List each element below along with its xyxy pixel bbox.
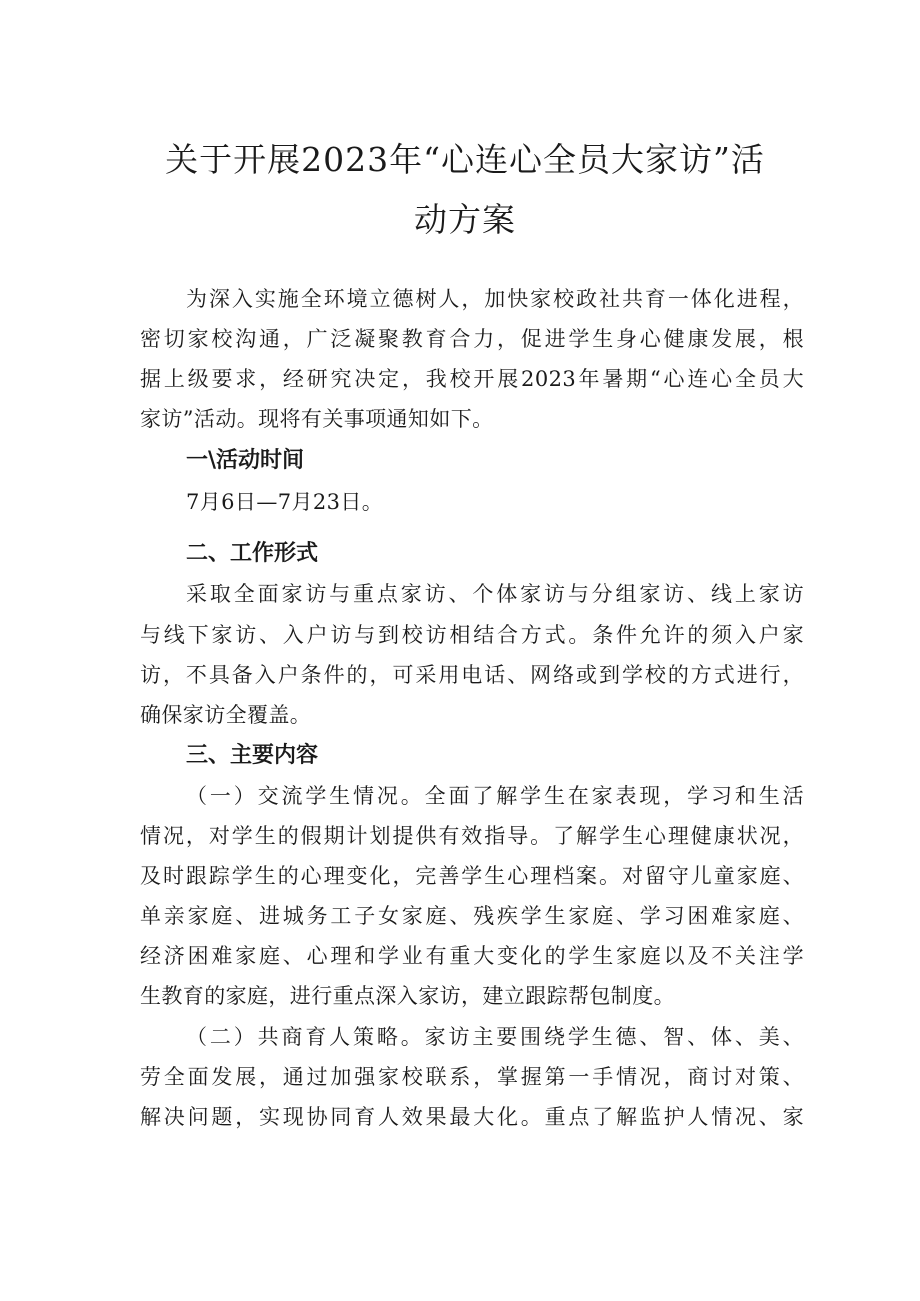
section-3-para-1-line: 及时跟踪学生的心理变化，完善学生心理档案。对留守儿童家庭、 bbox=[140, 864, 804, 888]
section-2-line: 访，不具备入户条件的，可采用电话、网络或到学校的方式进行， bbox=[140, 663, 804, 687]
section-heading-activity-time: 一\活动时间 bbox=[186, 448, 305, 473]
section-3-para-2-line: （二）共商育人策略。家访主要围绕学生德、智、体、美、 bbox=[186, 1025, 804, 1049]
section-3-para-2-line: 劳全面发展，通过加强家校联系，掌握第一手情况，商讨对策、 bbox=[140, 1065, 804, 1089]
section-3-para-1-line: 经济困难家庭、心理和学业有重大变化的学生家庭以及不关注学 bbox=[140, 944, 804, 968]
intro-line: 为深入实施全环境立德树人，加快家校政社共育一体化进程， bbox=[186, 287, 804, 311]
section-3-para-1-line: 单亲家庭、进城务工子女家庭、残疾学生家庭、学习困难家庭、 bbox=[140, 904, 804, 928]
section-3-para-2-line: 解决问题，实现协同育人效果最大化。重点了解监护人情况、家 bbox=[140, 1105, 804, 1129]
section-2-line: 采取全面家访与重点家访、个体家访与分组家访、线上家访 bbox=[186, 582, 804, 606]
section-3-para-1-line: 情况，对学生的假期计划提供有效指导。了解学生心理健康状况， bbox=[140, 824, 804, 848]
section-heading-work-format: 二、工作形式 bbox=[186, 541, 319, 566]
intro-line: 据上级要求，经研究决定，我校开展2023年暑期“心连心全员大 bbox=[140, 367, 804, 391]
section-heading-main-content: 三、主要内容 bbox=[186, 743, 319, 768]
section-2-line: 与线下家访、入户访与到校访相结合方式。条件允许的须入户家 bbox=[140, 623, 804, 647]
section-3-para-1-line: （一）交流学生情况。全面了解学生在家表现，学习和生活 bbox=[186, 784, 804, 808]
section-2-line: 确保家访全覆盖。 bbox=[140, 703, 312, 727]
document-title-line-2: 动方案 bbox=[414, 200, 516, 239]
section-3-para-1-line: 生教育的家庭，进行重点深入家访，建立跟踪帮包制度。 bbox=[140, 984, 675, 1008]
intro-line: 密切家校沟通，广泛凝聚教育合力，促进学生身心健康发展，根 bbox=[140, 327, 804, 351]
section-1-line: 7月6日—7月23日。 bbox=[186, 490, 384, 514]
intro-line: 家访”活动。现将有关事项通知如下。 bbox=[140, 407, 494, 431]
document-title-line-1: 关于开展2023年“心连心全员大家访”活 bbox=[165, 140, 765, 179]
